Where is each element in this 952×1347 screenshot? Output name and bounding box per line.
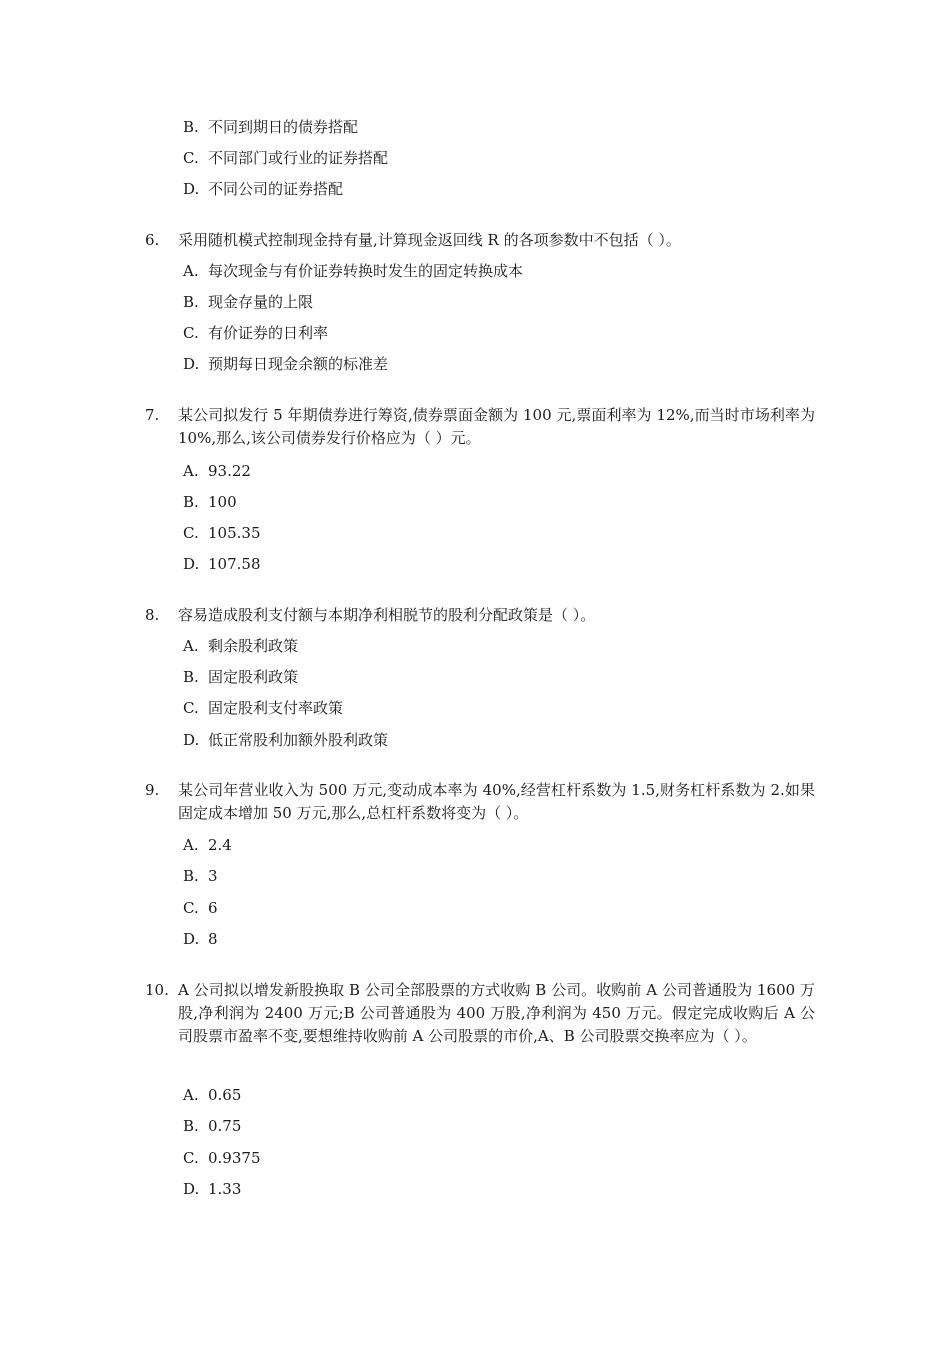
option-text: 剩余股利政策 [208,637,299,655]
q7-option-d [183,553,261,575]
question-stem: 某公司拟发行 5 年期债券进行筹资,债券票面金额为 100 元,票面利率为 12%,而当时市场利率为 10%,那么,该公司债券发行价格应为（ ）元。 [178,406,815,447]
option-text: 2.4 [208,836,232,854]
option-letter: A. [183,262,199,280]
option-text: 每次现金与有价证券转换时发生的固定转换成本 [208,262,524,280]
question-7 [145,404,815,450]
option-letter: D. [183,555,200,573]
option-text: 6 [208,899,218,917]
option-letter: C. [183,149,199,167]
question-number: 6. [145,231,160,249]
question-9 [145,779,815,825]
option-text: 固定股利政策 [208,668,299,686]
option-text: 107.58 [208,555,261,573]
option-letter: B. [183,118,199,136]
q6-option-a [183,260,523,282]
option-letter: B. [183,867,199,885]
q9-option-c [183,897,218,919]
q5-option-c [183,147,388,169]
option-text: 现金存量的上限 [208,293,314,311]
q10-option-d [183,1178,241,1200]
option-letter: C. [183,699,199,717]
option-text: 0.65 [208,1086,242,1104]
option-letter: D. [183,731,200,749]
option-text: 固定股利支付率政策 [208,699,344,717]
option-letter: B. [183,293,199,311]
question-number: 9. [145,781,160,799]
q9-option-a [183,834,232,856]
option-letter: A. [183,1086,199,1104]
option-letter: A. [183,836,199,854]
q8-option-c [183,697,343,719]
option-text: 预期每日现金余额的标准差 [208,355,389,373]
question-stem: 采用随机模式控制现金持有量,计算现金返回线 R 的各项参数中不包括（ ）。 [178,231,681,249]
option-text: 93.22 [208,462,251,480]
option-text: 有价证券的日利率 [208,324,329,342]
option-text: 不同到期日的债券搭配 [208,118,359,136]
q5-option-d [183,178,343,200]
q8-option-a [183,635,298,657]
q7-option-a [183,460,251,482]
q10-option-a [183,1084,241,1106]
option-letter: B. [183,493,199,511]
option-letter: C. [183,1149,199,1167]
question-number: 7. [145,406,160,424]
q10-option-c [183,1147,261,1169]
q10-option-b [183,1115,241,1137]
option-text: 105.35 [208,524,261,542]
option-text: 100 [208,493,237,511]
option-text: 1.33 [208,1180,242,1198]
question-10 [145,979,815,1048]
option-letter: C. [183,324,199,342]
option-letter: C. [183,899,199,917]
option-text: 8 [208,930,218,948]
option-letter: D. [183,930,200,948]
option-letter: D. [183,355,200,373]
option-letter: C. [183,524,199,542]
q9-option-b [183,865,218,887]
question-8 [145,604,815,627]
option-letter: D. [183,1180,200,1198]
option-text: 0.9375 [208,1149,261,1167]
q9-option-d [183,928,218,950]
option-text: 0.75 [208,1117,242,1135]
question-number: 8. [145,606,160,624]
option-letter: B. [183,1117,199,1135]
option-letter: B. [183,668,199,686]
option-text: 不同部门或行业的证券搭配 [208,149,389,167]
option-text: 低正常股利加额外股利政策 [208,731,389,749]
question-stem: 某公司年营业收入为 500 万元,变动成本率为 40%,经营杠杆系数为 1.5,财务杠杆系数为 2.如果固定成本增加 50 万元,那么,总杠杆系数将变为（ ）。 [178,781,815,822]
question-stem: A 公司拟以增发新股换取 B 公司全部股票的方式收购 B 公司。收购前 A 公司普通股为 1600 万股,净利润为 2400 万元;B 公司普通股为 400 万股,净利润为 450 万元。假定完成收购后 A 公司股票市盈率不变,要想维持收购前 A 公司股票的市价,A、B 公司股票交换率应为（ ）。 [178,981,815,1045]
q5-option-b [183,116,358,138]
q7-option-b [183,491,237,513]
question-stem: 容易造成股利支付额与本期净利相脱节的股利分配政策是（ ）。 [178,606,596,624]
q6-option-b [183,291,313,313]
question-6 [145,229,815,252]
question-number: 10. [145,981,169,999]
option-text: 3 [208,867,218,885]
option-text: 不同公司的证券搭配 [208,180,344,198]
option-letter: A. [183,462,199,480]
q7-option-c [183,522,261,544]
option-letter: D. [183,180,200,198]
option-letter: A. [183,637,199,655]
q8-option-d [183,729,388,751]
q8-option-b [183,666,298,688]
q6-option-d [183,353,388,375]
q6-option-c [183,322,328,344]
